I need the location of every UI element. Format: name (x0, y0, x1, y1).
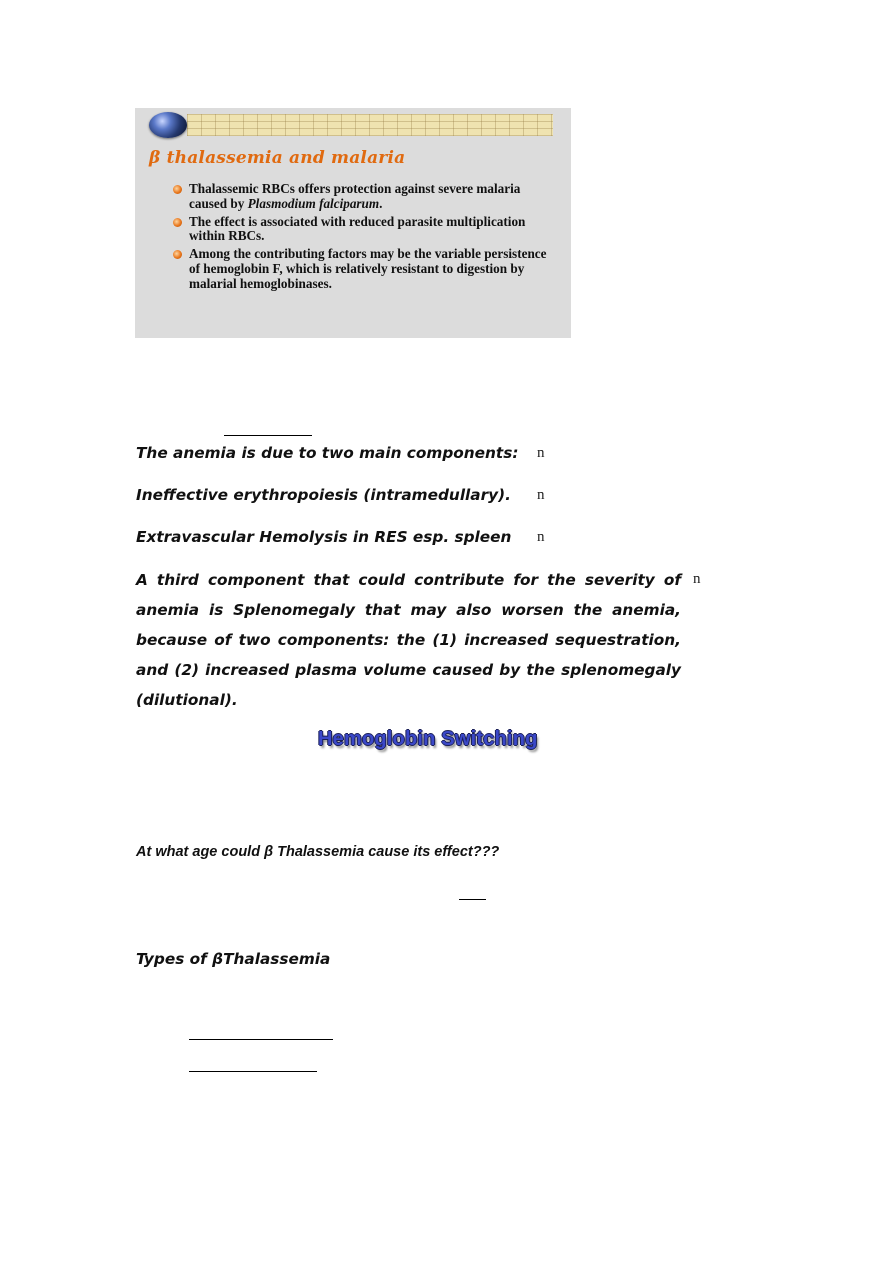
slide-bullet-3 (173, 247, 553, 291)
slide-bullet-1-text: Thalassemic RBCs offers protection against severe malaria caused by (189, 181, 521, 211)
slide-bullet-2-text: The effect is associated with reduced parasite multiplication within RBCs. (189, 213, 526, 244)
slide-bullet-1 (173, 182, 553, 212)
list-marker: n (693, 571, 701, 587)
short-rule (459, 899, 486, 900)
globe-icon (149, 112, 187, 138)
splenomegaly-paragraph: A third component that could contribute for the severity of anemia is Splenomegaly that may also worsen the anemia, because of two components: the (1) increased sequestration, and (2) increased plasma volume caused by the splenomegaly (dilutional). (136, 571, 681, 709)
ineffective-erythropoiesis-line: Ineffective erythropoiesis (intramedullary). (136, 486, 511, 504)
list-marker: n (537, 487, 545, 503)
slide-bullet-2 (173, 215, 553, 245)
types-heading: Types of βThalassemia (136, 950, 331, 968)
bullet-icon (173, 185, 182, 194)
slide-bullet-1-after: . (379, 195, 383, 211)
underline-rule (224, 435, 312, 436)
bullet-icon (173, 250, 182, 259)
age-question: At what age could β Thalassemia cause its effect??? (136, 844, 500, 860)
bullet-icon (173, 218, 182, 227)
slide-image (135, 108, 571, 338)
slide-bullet-list (173, 182, 553, 295)
slide-bullet-3-text: Among the contributing factors may be the variable persistence of hemoglobin F, which is relatively resistant to digestion by malarial hemoglobinases. (189, 246, 547, 291)
blank-line-1 (189, 1039, 333, 1040)
slide-bullet-1-italic: Plasmodium falciparum (247, 195, 380, 211)
world-map-banner (187, 114, 553, 136)
list-marker: n (537, 445, 545, 461)
extravascular-hemolysis-line: Extravascular Hemolysis in RES esp. spleen (136, 528, 512, 546)
anemia-components-line: The anemia is due to two main components: (136, 444, 519, 462)
slide-title: β thalassemia and malaria (149, 148, 406, 168)
blank-line-2 (189, 1071, 317, 1072)
list-marker: n (537, 529, 545, 545)
hemoglobin-switching-heading: Hemoglobin Switching (318, 728, 538, 750)
